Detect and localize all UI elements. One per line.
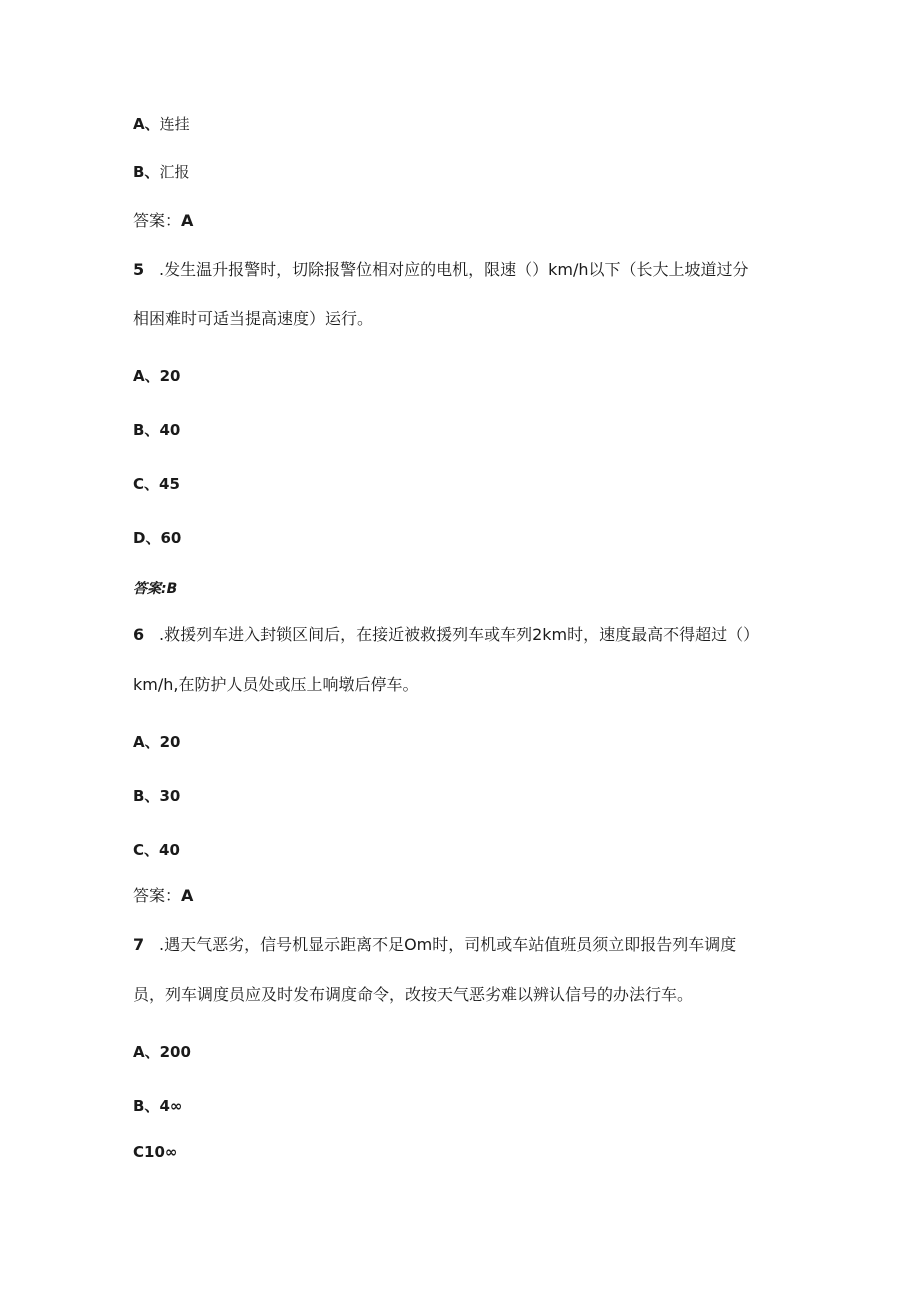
question-6-line-1: 6 .救援列车进入封锁区间后，在接近被救援列车或车列2km时，速度最高不得超过（） [133,625,760,644]
option-c-q7: C10∞ [133,1143,178,1161]
option-c-q5: C、45 [133,475,180,493]
option-c-q6: C、40 [133,841,180,859]
answer-q5: 答案:B [133,581,178,597]
option-a-q6: A、20 [133,733,181,751]
question-7-line-1: 7 .遇天气恶劣，信号机显示距离不足Om时，司机或车站值班员须立即报告列车调度 [133,935,737,954]
option-b-q4: B、汇报 [133,163,190,181]
option-d-q5: D、60 [133,529,182,547]
answer-q4: 答案：A [133,211,194,230]
question-5-line-1: 5 .发生温升报警时，切除报警位相对应的电机，限速（）km/h以下（长大上坡道过分 [133,260,749,279]
answer-q6: 答案：A [133,886,194,905]
option-a-q7: A、200 [133,1043,191,1061]
option-a-q4: A、连挂 [133,115,190,133]
option-b-q5: B、40 [133,421,181,439]
option-a-q5: A、20 [133,367,181,385]
question-6-line-2: km/h,在防护人员处或压上响墩后停车。 [133,675,419,694]
option-b-q7: B、4∞ [133,1097,183,1115]
option-b-q6: B、30 [133,787,181,805]
question-5-line-2: 相困难时可适当提高速度）运行。 [133,309,374,328]
question-7-line-2: 员，列车调度员应及时发布调度命令，改按天气恶劣难以辨认信号的办法行车。 [133,985,694,1004]
